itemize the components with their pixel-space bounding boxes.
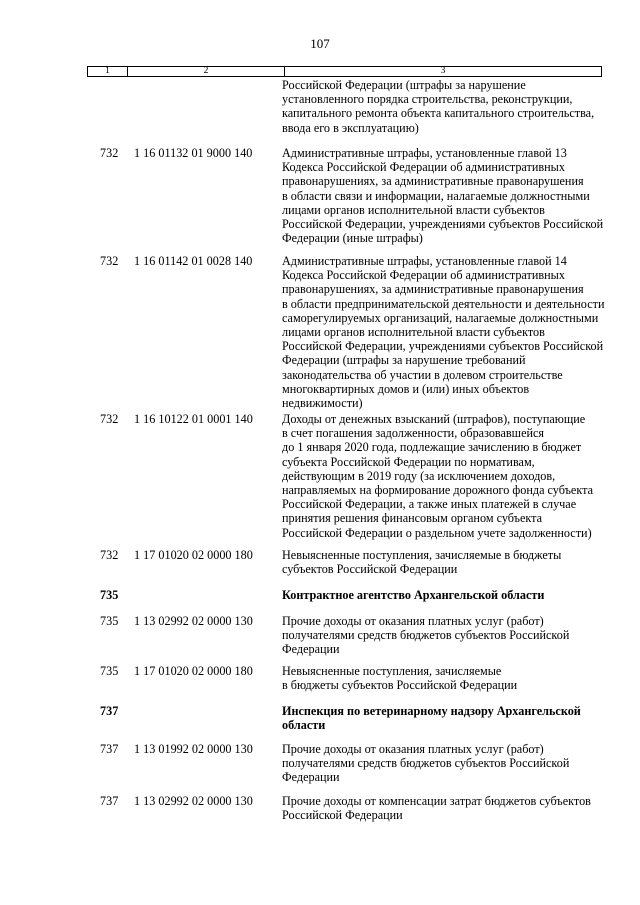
description-line: до 1 января 2020 года, подлежащие зачислению в бюджет — [282, 440, 582, 455]
description-line: Федерации — [282, 770, 340, 785]
description-line: Федерации (штрафы за нарушение требований — [282, 353, 526, 368]
row-description — [282, 664, 600, 692]
description-line: в области предпринимательской деятельности и деятельности — [282, 296, 605, 311]
description-line: Российской Федерации — [282, 808, 403, 823]
description-line: лицами органов исполнительной власти субъектов — [282, 202, 545, 217]
description-line: Прочие доходы от оказания платных услуг (работ) — [282, 742, 544, 756]
row-org-code: 737 — [100, 794, 119, 808]
description-line: ввода его в эксплуатацию) — [282, 120, 419, 135]
table-header-col-2: 2 — [128, 67, 285, 76]
description-line: саморегулируемых организаций, налагаемые должностными — [282, 310, 599, 325]
description-line: недвижимости) — [282, 396, 363, 411]
description-line: установленного порядка строительства, реконструкции, — [282, 92, 573, 107]
row-description — [282, 254, 605, 411]
description-line: капитального ремонта объекта капитального строительства, — [282, 106, 595, 121]
description-line: Российской Федерации, а также иных платежей в случае — [282, 497, 577, 512]
description-line: Доходы от денежных взысканий (штрафов), поступающие — [282, 412, 586, 426]
description-line: Невыясненные поступления, зачисляемые — [282, 664, 502, 678]
description-line: правонарушениях, за административные правонарушения — [282, 174, 584, 189]
row-org-code: 732 — [100, 146, 119, 160]
row-description — [282, 146, 604, 246]
row-description — [282, 412, 600, 540]
description-line: в счет погашения задолженности, образовавшейся — [282, 426, 545, 441]
row-description — [282, 548, 600, 576]
description-line: Российской Федерации (штрафы за нарушение — [282, 78, 526, 92]
row-description — [282, 742, 600, 785]
description-line: Административные штрафы, установленные главой 13 — [282, 146, 567, 160]
page-number: 107 — [310, 36, 330, 51]
description-line: Инспекция по ветеринарному надзору Архангельской — [282, 704, 581, 718]
row-description — [282, 794, 600, 822]
row-description — [282, 614, 600, 657]
description-line: правонарушениях, за административные правонарушения — [282, 282, 584, 297]
description-line: Федерации (иные штрафы) — [282, 231, 423, 246]
description-line: Административные штрафы, установленные главой 14 — [282, 254, 567, 268]
row-org-code: 732 — [100, 548, 119, 562]
row-revenue-code: 1 17 01020 02 0000 180 — [134, 664, 253, 678]
description-line: Российской Федерации, учреждениями субъектов Российской — [282, 339, 604, 354]
description-line: субъекта Российской Федерации по нормативам, — [282, 454, 535, 469]
description-line: лицами органов исполнительной власти субъектов — [282, 325, 545, 340]
description-line: Прочие доходы от оказания платных услуг (работ) — [282, 614, 544, 628]
table-header-col-3: 3 — [440, 66, 446, 76]
description-line: Невыясненные поступления, зачисляемые в бюджеты — [282, 548, 562, 562]
row-description — [282, 78, 600, 135]
description-line: в области связи и информации, налагаемые должностными — [282, 188, 590, 203]
description-line: Федерации — [282, 642, 340, 657]
description-line: принятия решения финансовым органом субъекта — [282, 511, 543, 526]
row-revenue-code: 1 13 01992 02 0000 130 — [134, 742, 253, 756]
row-revenue-code: 1 16 01142 01 0028 140 — [134, 254, 253, 268]
row-revenue-code: 1 17 01020 02 0000 180 — [134, 548, 253, 562]
row-revenue-code: 1 13 02992 02 0000 130 — [134, 794, 253, 808]
description-line: Кодекса Российской Федерации об административных — [282, 268, 565, 283]
row-description — [282, 588, 600, 602]
description-line: Российской Федерации о раздельном учете задолженности) — [282, 525, 592, 540]
row-org-code: 737 — [100, 742, 119, 756]
row-revenue-code: 1 16 10122 01 0001 140 — [134, 412, 253, 426]
row-description — [282, 704, 600, 732]
row-org-code: 732 — [100, 412, 119, 426]
description-line: Прочие доходы от компенсации затрат бюджетов субъектов — [282, 794, 591, 808]
description-line: в бюджеты субъектов Российской Федерации — [282, 678, 518, 693]
row-revenue-code: 1 16 01132 01 9000 140 — [134, 146, 253, 160]
description-line: Российской Федерации, учреждениями субъектов Российской — [282, 217, 604, 232]
row-org-code: 732 — [100, 254, 119, 268]
row-org-code: 735 — [100, 614, 119, 628]
table-header-col-1: 1 — [88, 67, 128, 76]
description-line: получателями средств бюджетов субъектов Российской — [282, 756, 570, 771]
description-line: области — [282, 718, 326, 733]
description-line: Кодекса Российской Федерации об административных — [282, 160, 565, 175]
description-line: многоквартирных домов и (или) иных объектов — [282, 381, 530, 396]
description-line: законодательства об участии в долевом строительстве — [282, 367, 563, 382]
row-org-code: 737 — [100, 704, 119, 718]
row-revenue-code: 1 13 02992 02 0000 130 — [134, 614, 253, 628]
description-line: направляемых на формирование дорожного фонда субъекта — [282, 483, 593, 498]
description-line: Контрактное агентство Архангельской области — [282, 588, 545, 602]
description-line: действующим в 2019 году (за исключением доходов, — [282, 468, 556, 483]
description-line: субъектов Российской Федерации — [282, 562, 458, 577]
row-org-code: 735 — [100, 588, 119, 602]
description-line: получателями средств бюджетов субъектов Российской — [282, 628, 570, 643]
row-org-code: 735 — [100, 664, 119, 678]
table-header-row — [87, 66, 602, 77]
